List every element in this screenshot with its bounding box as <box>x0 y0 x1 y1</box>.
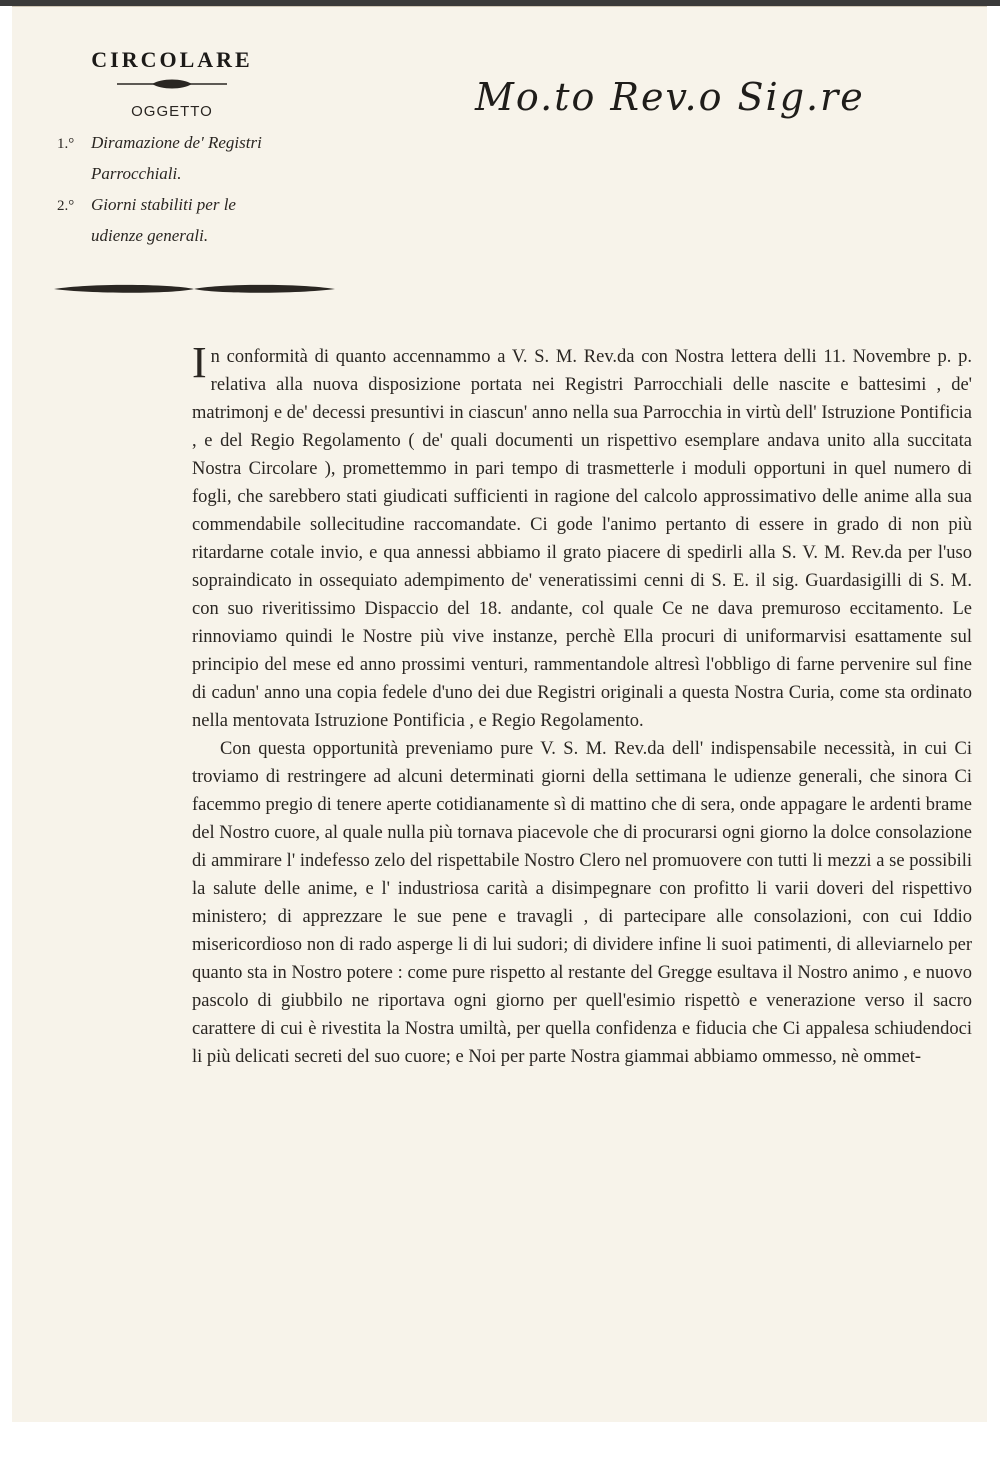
letter-body <box>192 338 972 1071</box>
subject-item-line: Giorni stabiliti per le <box>91 195 236 214</box>
flourish-ornament-icon <box>57 77 287 91</box>
document-title: CIRCOLARE <box>91 47 253 72</box>
drop-cap: I <box>192 338 207 387</box>
subject-item-number: 1.° <box>57 136 75 152</box>
subject-item <box>57 128 357 188</box>
divider-flourish-icon <box>52 281 337 297</box>
subject-list <box>57 128 357 250</box>
document-page <box>12 6 987 1422</box>
salutation: Mo.to Rev.o Sig.re <box>475 75 865 119</box>
heading-block <box>57 47 357 252</box>
subject-item-number: 2.° <box>57 198 75 214</box>
subject-item-line: Diramazione de' Registri <box>91 133 262 152</box>
subject-item <box>57 190 357 250</box>
paragraph: Con questa opportunità preveniamo pure V. S. M. Rev.da dell' indispensabile necessità, in cui Ci troviamo di restringere ad alcuni determinati giorni della settimana le udienze generali, che sinora Ci facemmo pregio di tenere aperte cotidianamente sì di mattino che di sera, onde appagare le ardenti brame del Nostro cuore, al quale nulla più tornava piacevole che di procurarsi ogni giorno la dolce consolazione di ammirare l' indefesso zelo del rispettabile Nostro Clero nel promuovere con tutti li mezzi a se possibili la salute delle anime, e l' industriosa carità a disimpegnare con profitto li varii doveri del rispettivo ministero; di apprezzare le sue pene e travagli , di partecipare alle consolazioni, con cui Iddio misericordioso non di rado asperge li di lui sudori; di dividere infine li suoi patimenti, di alleviarnelo per quanto sta in Nostro potere : come pure rispetto al restante del Gregge esultava il Nostro animo , e nuovo pascolo di giubbilo ne riportava ogni giorno per quell'esimio rispettò e venerazione verso il sacro carattere di cui è rivestita la Nostra umiltà, per quella confidenza e fiducia che Ci appalesa schiudendoci li più delicati secreti del suo cuore; e Noi per parte Nostra giammai abbiamo ommesso, nè ommet- <box>192 739 972 1067</box>
subject-label: OGGETTO <box>131 103 213 120</box>
subject-item-line: udienze generali. <box>91 226 209 245</box>
subject-item-line: Parrocchiali. <box>91 164 182 183</box>
paragraph <box>192 338 972 735</box>
paragraph-text: n conformità di quanto accennammo a V. S. M. Rev.da con Nostra lettera delli 11. Novembre p. p. relativa alla nuova disposizione portata nei Registri Parrocchiali delle nascite e battesimi , de' matrimonj e de' decessi presuntivi in ciascun' anno nella sua Parrocchia in virtù dell' Istruzione Pontificia , e del Regio Regolamento ( de' quali documenti un rispettivo esemplare andava unito alla succitata Nostra Circolare ), promettemmo in pari tempo di trasmetterle i moduli opportuni in quel numero di fogli, che sarebbero stati giudicati sufficienti in ragione del calcolo approssimativo delle anime alla sua commendabile sollecitudine raccomandate. Ci gode l'animo pertanto di essere in grado di non più ritardarne cotale invio, e qua annessi abbiamo il grato piacere di spedirli alla S. V. M. Rev.da per l'uso sopraindicato in ossequiato adempimento de' veneratissimi cenni di S. E. il sig. Guardasigilli di S. M. con suo riveritissimo Dispaccio del 18. andante, col quale Ce ne dava premuroso eccitamento. Le rinnoviamo quindi le Nostre più vive instanze, perchè Ella procuri di uniformarvisi esattamente sul principio del mese ed anno prossimi venturi, rammentandole altresì l'obbligo di farne pervenire sul fine di cadun' anno una copia fedele d'uno dei due Registri originali a questa Nostra Curia, come sta ordinato nella mentovata Istruzione Pontificia , e Regio Regolamento. <box>192 347 972 731</box>
